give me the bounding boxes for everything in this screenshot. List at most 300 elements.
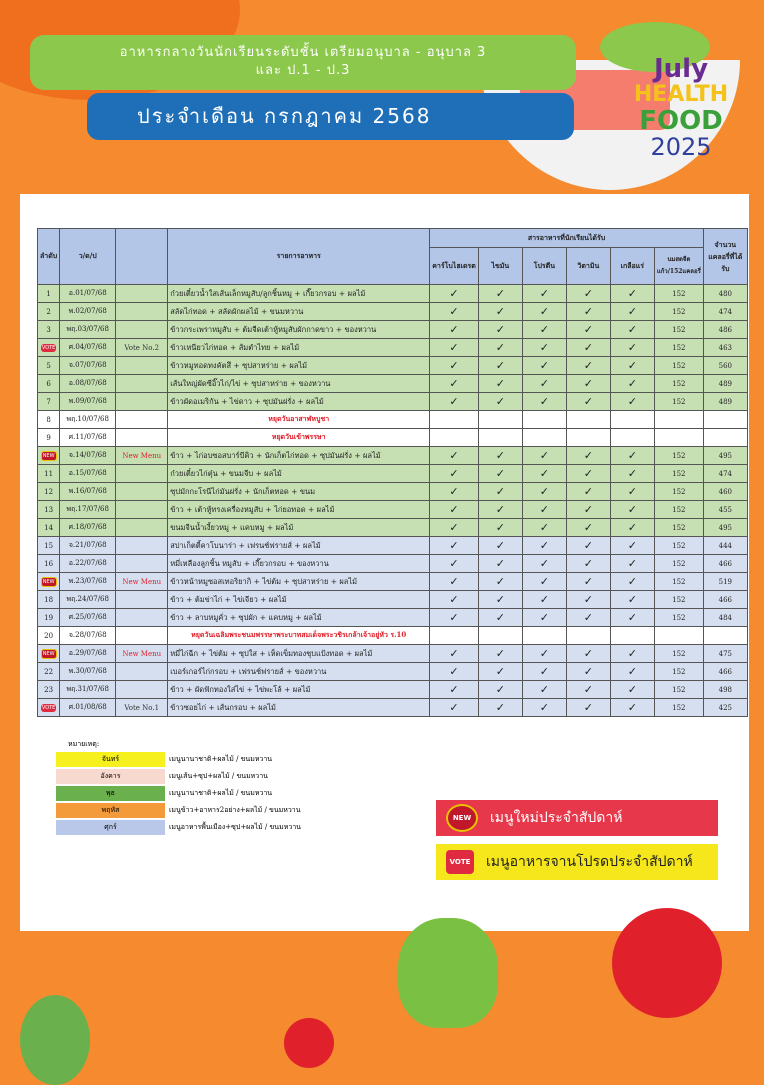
check-icon: ✓	[522, 645, 566, 663]
row-dish: สปาเก็ตตี้คาโบนาร่า + เฟรนช์ฟรายส์ + ผลไม้	[168, 537, 430, 555]
check-icon: ✓	[478, 321, 522, 339]
check-icon: ✓	[478, 699, 522, 717]
row-no-cell	[38, 447, 60, 465]
new-badge-icon: NEW	[42, 650, 55, 657]
row-dish: ข้าว + ผัดฟักทองใส่ไข่ + ไข่พะโล้ + ผลไม้	[168, 681, 430, 699]
legend-day: ศุกร์	[56, 820, 165, 835]
check-icon: ✓	[522, 555, 566, 573]
check-icon: ✓	[430, 501, 479, 519]
check-icon: ✓	[522, 339, 566, 357]
row-date: จ.21/07/68	[60, 537, 116, 555]
check-icon: ✓	[566, 591, 610, 609]
table-row	[38, 339, 748, 357]
header-fat: ไขมัน	[478, 248, 522, 285]
row-holiday: หยุดวันเข้าพรรษา	[168, 429, 430, 447]
check-icon: ✓	[566, 357, 610, 375]
check-icon: ✓	[522, 303, 566, 321]
vote-badge-icon: VOTE	[41, 705, 56, 711]
row-milk: 152	[654, 699, 703, 717]
legend-day: พุธ	[56, 786, 165, 801]
row-date: อ.01/07/68	[60, 285, 116, 303]
row-milk: 152	[654, 519, 703, 537]
row-milk: 152	[654, 339, 703, 357]
check-icon: ✓	[566, 609, 610, 627]
new-badge-icon: NEW	[42, 452, 55, 459]
check-icon: ✓	[478, 591, 522, 609]
legend-item	[56, 820, 301, 835]
row-no-cell	[38, 699, 60, 717]
check-icon: ✓	[478, 393, 522, 411]
row-no-cell	[38, 339, 60, 357]
row-dish: ข้าวซอยไก่ + เส้นกรอบ + ผลไม้	[168, 699, 430, 717]
row-dish: ข้าวหมูทอดทงคัตสึ + ซุปสาหร่าย + ผลไม้	[168, 357, 430, 375]
row-no-cell	[38, 645, 60, 663]
header-items: รายการอาหาร	[168, 229, 430, 285]
row-milk: 152	[654, 609, 703, 627]
check-icon: ✓	[430, 393, 479, 411]
table-row	[38, 393, 748, 411]
row-milk: 152	[654, 483, 703, 501]
key-new-menu	[436, 800, 718, 836]
table-row	[38, 645, 748, 663]
check-icon: ✓	[430, 699, 479, 717]
row-holiday: หยุดวันเฉลิมพระชนมพรรษาพระบาทสมเด็จพระวชิรเกล้าเจ้าอยู่หัว ร.10	[168, 627, 430, 645]
check-icon: ✓	[610, 573, 654, 591]
row-calories: 489	[703, 375, 747, 393]
row-no: 13	[38, 501, 60, 519]
legend-day: อังคาร	[56, 769, 165, 784]
table-row	[38, 537, 748, 555]
row-note	[116, 303, 168, 321]
empty-cell	[703, 411, 747, 429]
row-date: จ.14/07/68	[60, 447, 116, 465]
empty-cell	[703, 429, 747, 447]
check-icon: ✓	[566, 447, 610, 465]
check-icon: ✓	[478, 519, 522, 537]
row-calories: 425	[703, 699, 747, 717]
row-date: พ.23/07/68	[60, 573, 116, 591]
row-no: 8	[38, 411, 60, 429]
check-icon: ✓	[430, 555, 479, 573]
row-no: 9	[38, 429, 60, 447]
row-no: 2	[38, 303, 60, 321]
row-date: พ.02/07/68	[60, 303, 116, 321]
check-icon: ✓	[430, 591, 479, 609]
row-note	[116, 537, 168, 555]
check-icon: ✓	[610, 375, 654, 393]
row-milk: 152	[654, 357, 703, 375]
row-calories: 474	[703, 465, 747, 483]
check-icon: ✓	[566, 681, 610, 699]
check-icon: ✓	[430, 483, 479, 501]
row-no: 6	[38, 375, 60, 393]
row-note	[116, 501, 168, 519]
legend-desc: เมนูนานาชาติ+ผลไม้ / ขนมหวาน	[169, 755, 273, 763]
row-note	[116, 555, 168, 573]
check-icon: ✓	[610, 483, 654, 501]
check-icon: ✓	[478, 357, 522, 375]
row-calories: 466	[703, 591, 747, 609]
check-icon: ✓	[610, 357, 654, 375]
empty-cell	[430, 627, 479, 645]
row-date: พฤ.10/07/68	[60, 411, 116, 429]
row-date: อ.08/07/68	[60, 375, 116, 393]
row-calories: 444	[703, 537, 747, 555]
legend-desc: เมนูอาหารพื้นเมือง+ซุป+ผลไม้ / ขนมหวาน	[169, 823, 301, 831]
row-calories: 466	[703, 555, 747, 573]
row-note: New Menu	[116, 447, 168, 465]
check-icon: ✓	[430, 465, 479, 483]
row-note	[116, 375, 168, 393]
new-badge-icon: NEW	[42, 578, 55, 585]
row-calories: 498	[703, 681, 747, 699]
legend	[56, 739, 301, 835]
row-milk: 152	[654, 501, 703, 519]
header-carb: คาร์โบไฮเดรต	[430, 248, 479, 285]
row-calories: 474	[703, 303, 747, 321]
legend-item	[56, 786, 301, 801]
check-icon: ✓	[478, 303, 522, 321]
row-note	[116, 681, 168, 699]
check-icon: ✓	[566, 393, 610, 411]
row-no: 12	[38, 483, 60, 501]
header-note	[116, 229, 168, 285]
check-icon: ✓	[430, 339, 479, 357]
row-date: พฤ.03/07/68	[60, 321, 116, 339]
row-dish: ข้าวกระเพราหมูสับ + ต้มจืดเต้าหู้หมูสับผักกาดขาว + ของหวาน	[168, 321, 430, 339]
check-icon: ✓	[430, 537, 479, 555]
check-icon: ✓	[566, 519, 610, 537]
row-note	[116, 627, 168, 645]
check-icon: ✓	[478, 555, 522, 573]
row-no: 19	[38, 609, 60, 627]
empty-cell	[654, 411, 703, 429]
row-dish: ข้าวผัดอเมริกัน + ไข่ดาว + ซุปมันฝรั่ง + ผลไม้	[168, 393, 430, 411]
legend-desc: เมนูเส้น+ซุป+ผลไม้ / ขนมหวาน	[169, 772, 268, 780]
row-calories: 455	[703, 501, 747, 519]
check-icon: ✓	[478, 447, 522, 465]
legend-item	[56, 769, 301, 784]
row-dish: ขนมจีนน้ำเงี้ยวหมู + แคบหมู + ผลไม้	[168, 519, 430, 537]
header-protein: โปรตีน	[522, 248, 566, 285]
check-icon: ✓	[566, 375, 610, 393]
row-dish: ข้าว + ไก่อบซอสบาร์บีคิว + นักเก็ตไก่ทอด + ซุปมันฝรั่ง + ผลไม้	[168, 447, 430, 465]
check-icon: ✓	[610, 645, 654, 663]
row-dish: ข้าว + เต้าหู้ทรงเครื่องหมูสับ + ไก่ยอทอด + ผลไม้	[168, 501, 430, 519]
row-date: ศ.01/08/68	[60, 699, 116, 717]
header-calories: จำนวนแคลอรี่ที่ได้รับ	[703, 229, 747, 285]
check-icon: ✓	[566, 285, 610, 303]
check-icon: ✓	[430, 321, 479, 339]
check-icon: ✓	[610, 501, 654, 519]
row-milk: 152	[654, 663, 703, 681]
check-icon: ✓	[478, 573, 522, 591]
tomato-decoration	[284, 1018, 334, 1068]
check-icon: ✓	[522, 501, 566, 519]
row-dish: เบอร์เกอร์ไก่กรอบ + เฟรนช์ฟรายส์ + ของหวาน	[168, 663, 430, 681]
row-no: 11	[38, 465, 60, 483]
check-icon: ✓	[478, 645, 522, 663]
check-icon: ✓	[610, 663, 654, 681]
table-row	[38, 411, 748, 429]
check-icon: ✓	[522, 699, 566, 717]
apple-mascot	[612, 908, 722, 1018]
row-no: 23	[38, 681, 60, 699]
row-milk: 152	[654, 375, 703, 393]
brand-line3: FOOD	[639, 106, 723, 136]
table-row	[38, 699, 748, 717]
vote-badge-icon: VOTE	[41, 345, 56, 351]
row-date: ศ.18/07/68	[60, 519, 116, 537]
empty-cell	[522, 411, 566, 429]
legend-desc: เมนูนานาชาติ+ผลไม้ / ขนมหวาน	[169, 789, 273, 797]
empty-cell	[566, 411, 610, 429]
key-vote-label: เมนูอาหารจานโปรดประจำสัปดาห์	[486, 854, 693, 870]
check-icon: ✓	[430, 285, 479, 303]
empty-cell	[610, 429, 654, 447]
empty-cell	[566, 627, 610, 645]
row-calories: 486	[703, 321, 747, 339]
row-note	[116, 465, 168, 483]
new-badge-icon: NEW	[446, 804, 478, 832]
check-icon: ✓	[610, 681, 654, 699]
empty-cell	[478, 429, 522, 447]
check-icon: ✓	[566, 699, 610, 717]
page-title-line1: อาหารกลางวันนักเรียนระดับชั้น เตรียมอนุบาล - อนุบาล 3	[119, 45, 487, 60]
check-icon: ✓	[566, 573, 610, 591]
table-row	[38, 591, 748, 609]
table-row	[38, 681, 748, 699]
check-icon: ✓	[478, 339, 522, 357]
row-milk: 152	[654, 321, 703, 339]
empty-cell	[654, 627, 703, 645]
table-row	[38, 465, 748, 483]
row-milk: 152	[654, 573, 703, 591]
row-dish: ข้าวเหนียวไก่ทอด + ส้มตำไทย + ผลไม้	[168, 339, 430, 357]
legend-rows	[56, 752, 301, 835]
legend-desc: เมนูข้าว+อาหาร2อย่าง+ผลไม้ / ขนมหวาน	[169, 806, 301, 814]
check-icon: ✓	[522, 447, 566, 465]
table-row	[38, 501, 748, 519]
brand-line2: HEALTH	[633, 82, 729, 107]
check-icon: ✓	[522, 321, 566, 339]
row-date: อ.29/07/68	[60, 645, 116, 663]
empty-cell	[478, 627, 522, 645]
check-icon: ✓	[566, 537, 610, 555]
brand-logo	[626, 56, 736, 160]
row-calories: 489	[703, 393, 747, 411]
legend-item	[56, 752, 301, 767]
check-icon: ✓	[566, 321, 610, 339]
table-row	[38, 357, 748, 375]
row-note: New Menu	[116, 645, 168, 663]
check-icon: ✓	[566, 645, 610, 663]
check-icon: ✓	[430, 573, 479, 591]
row-milk: 152	[654, 303, 703, 321]
row-no: 1	[38, 285, 60, 303]
legend-item	[56, 803, 301, 818]
row-milk: 152	[654, 645, 703, 663]
check-icon: ✓	[522, 357, 566, 375]
row-note	[116, 663, 168, 681]
check-icon: ✓	[522, 465, 566, 483]
legend-day: พฤหัส	[56, 803, 165, 818]
row-date: ศ.04/07/68	[60, 339, 116, 357]
row-note	[116, 393, 168, 411]
header-nutrients: สารอาหารที่นักเรียนได้รับ	[430, 229, 704, 248]
row-calories: 519	[703, 573, 747, 591]
table-row	[38, 627, 748, 645]
check-icon: ✓	[478, 465, 522, 483]
check-icon: ✓	[610, 591, 654, 609]
row-note	[116, 285, 168, 303]
row-date: อ.22/07/68	[60, 555, 116, 573]
row-dish: ข้าวหน้าหมูซอสเทอริยากิ + ไข่ต้ม + ซุปสาหร่าย + ผลไม้	[168, 573, 430, 591]
table-row	[38, 303, 748, 321]
row-note	[116, 321, 168, 339]
row-milk: 152	[654, 465, 703, 483]
check-icon: ✓	[478, 537, 522, 555]
row-date: พฤ.31/07/68	[60, 681, 116, 699]
check-icon: ✓	[522, 591, 566, 609]
check-icon: ✓	[610, 303, 654, 321]
check-icon: ✓	[430, 645, 479, 663]
empty-cell	[703, 627, 747, 645]
table-row	[38, 285, 748, 303]
check-icon: ✓	[522, 483, 566, 501]
row-dish: หมี่เหลืองลูกชิ้น หมูสับ + เกี๊ยวกรอบ + ของหวาน	[168, 555, 430, 573]
row-note	[116, 411, 168, 429]
row-note	[116, 609, 168, 627]
row-date: พฤ.17/07/68	[60, 501, 116, 519]
empty-cell	[654, 429, 703, 447]
row-holiday: หยุดวันอาสาฬหบูชา	[168, 411, 430, 429]
check-icon: ✓	[522, 393, 566, 411]
row-no: 20	[38, 627, 60, 645]
check-icon: ✓	[566, 663, 610, 681]
empty-cell	[566, 429, 610, 447]
brand-line4: 2025	[650, 133, 712, 161]
check-icon: ✓	[566, 303, 610, 321]
check-icon: ✓	[478, 609, 522, 627]
empty-cell	[610, 411, 654, 429]
check-icon: ✓	[566, 501, 610, 519]
check-icon: ✓	[522, 519, 566, 537]
check-icon: ✓	[566, 483, 610, 501]
row-dish: ข้าว + ต้มข่าไก่ + ไข่เจียว + ผลไม้	[168, 591, 430, 609]
row-dish: ซุปมักกะโรนีไก่มันฝรั่ง + นักเก็ตทอด + ขนม	[168, 483, 430, 501]
row-calories: 495	[703, 519, 747, 537]
empty-cell	[522, 429, 566, 447]
row-dish: ข้าว + ลาบหมูคั่ว + ซุปผัก + แคบหมู + ผลไม้	[168, 609, 430, 627]
check-icon: ✓	[610, 339, 654, 357]
row-no: 15	[38, 537, 60, 555]
row-milk: 152	[654, 591, 703, 609]
row-dish: ก๋วยเตี๋ยวน้ำใสเส้นเล็กหมูสับ/ลูกชิ้นหมู + เกี๊ยวกรอบ + ผลไม้	[168, 285, 430, 303]
row-date: พฤ.24/07/68	[60, 591, 116, 609]
row-date: จ.07/07/68	[60, 357, 116, 375]
header-date: ว/ด/ป	[60, 229, 116, 285]
table-row	[38, 321, 748, 339]
check-icon: ✓	[522, 609, 566, 627]
row-no: 16	[38, 555, 60, 573]
brand-line1: July	[653, 54, 709, 84]
row-note: Vote No.2	[116, 339, 168, 357]
table-row	[38, 519, 748, 537]
empty-cell	[478, 411, 522, 429]
row-dish: ก๋วยเตี๋ยวไก่ตุ๋น + ขนมจีบ + ผลไม้	[168, 465, 430, 483]
row-no: 7	[38, 393, 60, 411]
empty-cell	[430, 429, 479, 447]
row-calories: 475	[703, 645, 747, 663]
table-row	[38, 663, 748, 681]
row-no: 14	[38, 519, 60, 537]
check-icon: ✓	[430, 681, 479, 699]
check-icon: ✓	[566, 339, 610, 357]
row-milk: 152	[654, 681, 703, 699]
check-icon: ✓	[430, 447, 479, 465]
table-row	[38, 483, 748, 501]
row-dish: หมี่ไก่ฉีก + ไข่ต้ม + ซุปใส + เห็ดเข็มทองชุบแป้งทอด + ผลไม้	[168, 645, 430, 663]
menu-table-body	[38, 285, 748, 717]
page-title-box	[30, 35, 576, 90]
row-date: พ.30/07/68	[60, 663, 116, 681]
row-date: จ.28/07/68	[60, 627, 116, 645]
table-row	[38, 429, 748, 447]
row-calories: 484	[703, 609, 747, 627]
row-note: Vote No.1	[116, 699, 168, 717]
month-banner: ประจำเดือน กรกฎาคม 2568	[87, 93, 574, 140]
check-icon: ✓	[430, 663, 479, 681]
key-vote-menu	[436, 844, 718, 880]
check-icon: ✓	[478, 285, 522, 303]
empty-cell	[522, 627, 566, 645]
key-new-label: เมนูใหม่ประจำสัปดาห์	[490, 810, 623, 826]
cucumber-decoration	[20, 995, 90, 1085]
check-icon: ✓	[610, 393, 654, 411]
row-date: พ.09/07/68	[60, 393, 116, 411]
row-no: 5	[38, 357, 60, 375]
page-title-line2: และ ป.1 - ป.3	[255, 63, 351, 78]
check-icon: ✓	[522, 537, 566, 555]
menu-table	[37, 228, 748, 717]
check-icon: ✓	[566, 555, 610, 573]
table-row	[38, 555, 748, 573]
check-icon: ✓	[610, 609, 654, 627]
row-calories: 560	[703, 357, 747, 375]
check-icon: ✓	[430, 609, 479, 627]
check-icon: ✓	[610, 465, 654, 483]
menu-sheet	[20, 194, 749, 931]
row-no: 22	[38, 663, 60, 681]
check-icon: ✓	[610, 555, 654, 573]
row-note	[116, 483, 168, 501]
row-no-cell	[38, 573, 60, 591]
row-note	[116, 357, 168, 375]
header-mineral: เกลือแร่	[610, 248, 654, 285]
row-date: ศ.11/07/68	[60, 429, 116, 447]
table-row	[38, 447, 748, 465]
check-icon: ✓	[610, 321, 654, 339]
check-icon: ✓	[610, 537, 654, 555]
row-milk: 152	[654, 393, 703, 411]
check-icon: ✓	[522, 681, 566, 699]
row-dish: สลัดไก่ทอด + สลัดผักผลไม้ + ขนมหวาน	[168, 303, 430, 321]
row-milk: 152	[654, 537, 703, 555]
vote-badge-icon: VOTE	[446, 850, 474, 874]
row-calories: 460	[703, 483, 747, 501]
row-date: ศ.25/07/68	[60, 609, 116, 627]
